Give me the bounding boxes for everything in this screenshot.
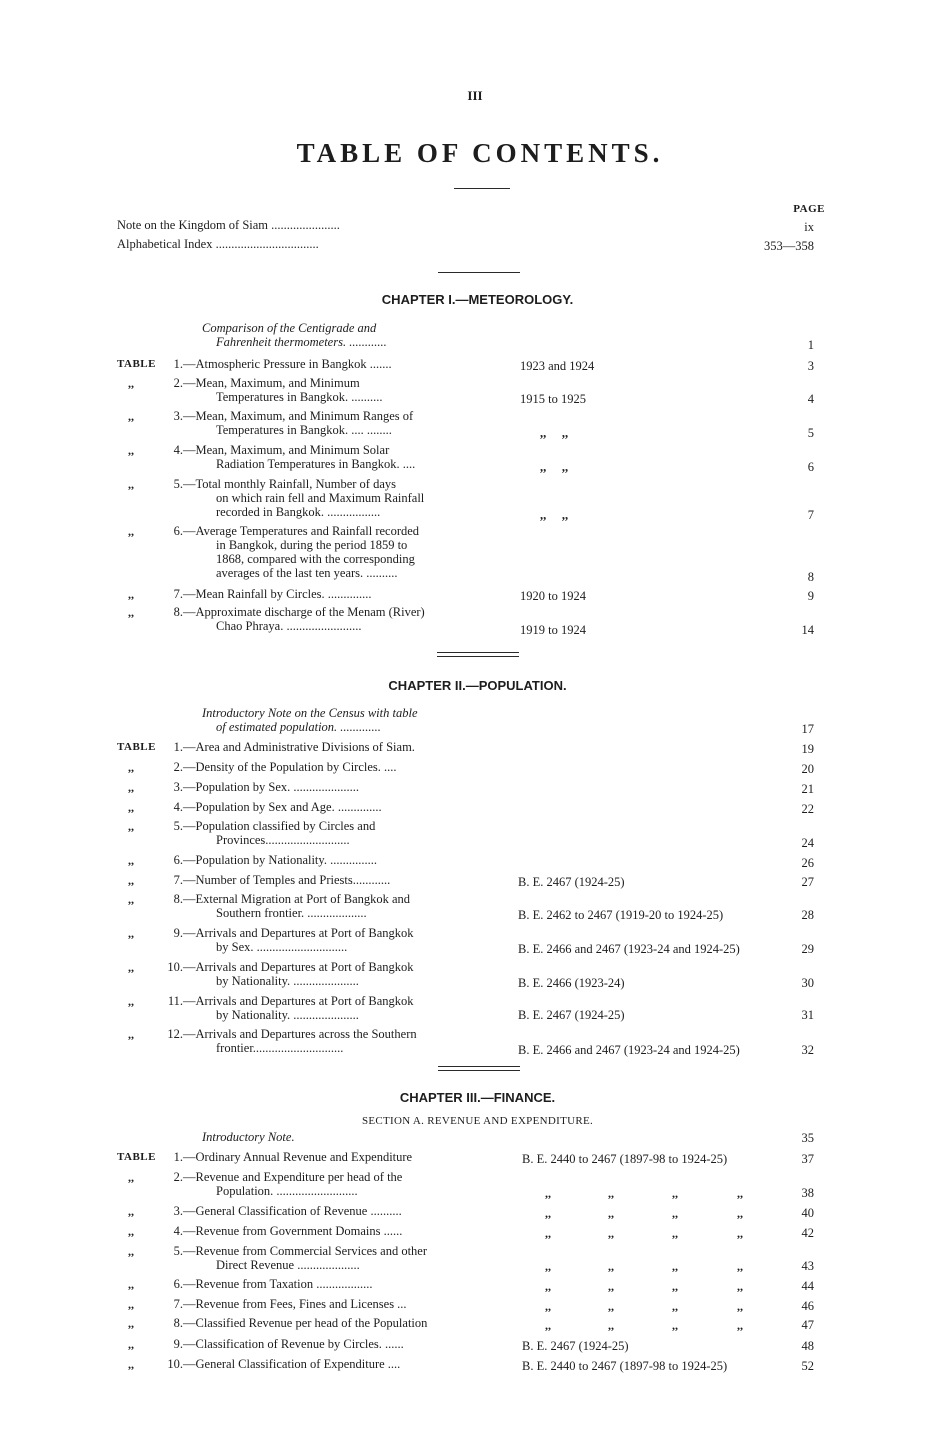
- table-title-line: frontier.............................: [216, 1041, 344, 1055]
- table-title-line: —Revenue from Commercial Services and other: [183, 1244, 428, 1258]
- table-number: 9.: [173, 1337, 183, 1351]
- table-title-line: by Nationality. .....................: [216, 1008, 359, 1022]
- table-title-line: —Revenue from Fees, Fines and Licenses ...: [183, 1297, 407, 1311]
- table-number: 1.: [173, 357, 183, 371]
- section-rule: [438, 1066, 520, 1071]
- page-title: TABLE OF CONTENTS.: [296, 138, 664, 168]
- period-text: 1915 to 1925: [520, 392, 586, 406]
- section-rule: [437, 652, 519, 657]
- ditto-mark: ,,: [545, 1318, 551, 1332]
- ditto-mark: ,,: [128, 873, 134, 887]
- period-text: ,, ,,: [540, 460, 569, 474]
- page-number: 26: [801, 856, 814, 870]
- page-number: 4: [807, 392, 814, 406]
- ditto-mark: ,,: [128, 1357, 134, 1371]
- ditto-mark: ,,: [128, 1297, 134, 1311]
- period-text: B. E. 2466 and 2467 (1923-24 and 1924-25): [518, 942, 740, 956]
- ditto-mark: ,,: [545, 1279, 551, 1293]
- page-column-heading: PAGE: [793, 203, 825, 215]
- table-number: 2.: [173, 760, 183, 774]
- table-title-line: Temperatures in Bangkok. .... ........: [216, 423, 392, 437]
- table-title-line: Direct Revenue ....................: [216, 1258, 360, 1272]
- table-title-line: —Classification of Revenue by Circles. ......: [183, 1337, 404, 1351]
- ditto-mark: ,,: [737, 1226, 743, 1240]
- ditto-mark: ,,: [128, 587, 134, 601]
- table-number: 5.: [173, 1244, 183, 1258]
- table-number: 7.: [173, 873, 183, 887]
- table-label: TABLE: [117, 358, 156, 370]
- table-title-line: —Revenue and Expenditure per head of the: [183, 1170, 403, 1184]
- table-number: 1.: [173, 1150, 183, 1164]
- ditto-mark: ,,: [128, 800, 134, 814]
- ditto-mark: ,,: [128, 376, 134, 390]
- page-number: 21: [801, 782, 814, 796]
- table-title-line: —Number of Temples and Priests............: [183, 873, 391, 887]
- page-number: 7: [807, 508, 814, 522]
- table-title-line: —General Classification of Revenue ..........: [183, 1204, 402, 1218]
- ditto-mark: ,,: [128, 1277, 134, 1291]
- period-text: B. E. 2467 (1924-25): [522, 1339, 629, 1353]
- front-matter-item: [117, 218, 340, 232]
- ditto-mark: ,,: [672, 1318, 678, 1332]
- ditto-mark: ,,: [737, 1186, 743, 1200]
- table-number: 3.: [173, 409, 183, 423]
- section-heading: SECTION A. REVENUE AND EXPENDITURE.: [361, 1115, 594, 1127]
- table-number: 4.: [173, 800, 183, 814]
- table-number: 10.: [167, 960, 183, 974]
- table-title-line: —Mean Rainfall by Circles. ..............: [183, 587, 372, 601]
- ditto-mark: ,,: [128, 1204, 134, 1218]
- chapter-heading: CHAPTER II.—POPULATION.: [388, 678, 567, 693]
- ditto-mark: ,,: [608, 1186, 614, 1200]
- page-number: 20: [801, 762, 814, 776]
- ditto-mark: ,,: [128, 1316, 134, 1330]
- table-number: 5.: [173, 819, 183, 833]
- intro-page: 35: [801, 1131, 814, 1145]
- page-number: 14: [801, 623, 814, 637]
- ditto-mark: ,,: [128, 1224, 134, 1238]
- table-number: 3.: [173, 780, 183, 794]
- page-number: 52: [801, 1359, 814, 1373]
- table-title-line: —Revenue from Government Domains ......: [183, 1224, 403, 1238]
- ditto-mark: ,,: [128, 409, 134, 423]
- ditto-mark: ,,: [128, 960, 134, 974]
- ditto-mark: ,,: [608, 1299, 614, 1313]
- table-title-line: —Approximate discharge of the Menam (River): [183, 605, 425, 619]
- ditto-mark: ,,: [128, 1337, 134, 1351]
- ditto-mark: ,,: [128, 760, 134, 774]
- ditto-mark: ,,: [545, 1206, 551, 1220]
- ditto-mark: ,,: [128, 853, 134, 867]
- table-title-line: —Arrivals and Departures across the Southern: [183, 1027, 417, 1041]
- ditto-mark: ,,: [608, 1226, 614, 1240]
- ditto-mark: ,,: [545, 1299, 551, 1313]
- ditto-mark: ,,: [128, 1170, 134, 1184]
- table-title-line: Southern frontier. ...................: [216, 906, 367, 920]
- table-title-line: —Mean, Maximum, and Minimum Ranges of: [183, 409, 414, 423]
- page-number: 42: [801, 1226, 814, 1240]
- table-title-line: by Sex. .............................: [216, 940, 348, 954]
- page-number: 27: [801, 875, 814, 889]
- page-number: 3: [807, 359, 814, 373]
- ditto-mark: ,,: [737, 1299, 743, 1313]
- front-matter-page: ix: [804, 220, 814, 234]
- ditto-mark: ,,: [672, 1206, 678, 1220]
- period-text: B. E. 2440 to 2467 (1897-98 to 1924-25): [522, 1152, 728, 1166]
- page-number: 44: [801, 1279, 814, 1293]
- page-number: 32: [801, 1043, 814, 1057]
- ditto-mark: ,,: [545, 1259, 551, 1273]
- intro-page: 17: [801, 722, 814, 736]
- ditto-mark: ,,: [672, 1226, 678, 1240]
- ditto-mark: ,,: [608, 1318, 614, 1332]
- period-text: B. E. 2466 and 2467 (1923-24 and 1924-25): [518, 1043, 740, 1057]
- ditto-mark: ,,: [737, 1279, 743, 1293]
- table-title-line: —Population classified by Circles and: [183, 819, 376, 833]
- page-number: 22: [801, 802, 814, 816]
- table-title-line: recorded in Bangkok. .................: [216, 505, 381, 519]
- intro-line: Comparison of the Centigrade and: [202, 321, 377, 335]
- intro-line: of estimated population. .............: [216, 720, 381, 734]
- page-number: 30: [801, 976, 814, 990]
- intro-line: Introductory Note on the Census with table: [202, 706, 418, 720]
- period-text: B. E. 2467 (1924-25): [518, 1008, 625, 1022]
- table-number: 1.: [173, 740, 183, 754]
- front-matter-text: Alphabetical Index .................................: [117, 237, 319, 251]
- front-matter-item: [117, 237, 319, 251]
- page-number: 46: [801, 1299, 814, 1313]
- page-number: 37: [801, 1152, 814, 1166]
- table-title-line: —External Migration at Port of Bangkok and: [183, 892, 411, 906]
- intro-page: 1: [807, 338, 814, 352]
- table-title-line: on which rain fell and Maximum Rainfall: [216, 491, 425, 505]
- ditto-mark: ,,: [737, 1206, 743, 1220]
- page-folio: III: [467, 88, 483, 103]
- table-number: 6.: [173, 853, 183, 867]
- table-number: 8.: [173, 605, 183, 619]
- table-number: 12.: [167, 1027, 183, 1041]
- table-number: 4.: [173, 443, 183, 457]
- table-title-line: —Total monthly Rainfall, Number of days: [183, 477, 396, 491]
- table-label: TABLE: [117, 1151, 156, 1163]
- page-number: 29: [801, 942, 814, 956]
- table-title-line: Temperatures in Bangkok. ..........: [216, 390, 383, 404]
- table-title-line: —Average Temperatures and Rainfall recorded: [183, 524, 420, 538]
- ditto-mark: ,,: [128, 477, 134, 491]
- page-number: 6: [807, 460, 814, 474]
- table-title-line: 1868, compared with the corresponding: [216, 552, 415, 566]
- table-title-line: —Population by Sex and Age. ..............: [183, 800, 382, 814]
- table-title-line: Population. ..........................: [216, 1184, 358, 1198]
- ditto-mark: ,,: [128, 926, 134, 940]
- page-number: 19: [801, 742, 814, 756]
- ditto-mark: ,,: [545, 1186, 551, 1200]
- table-number: 8.: [173, 892, 183, 906]
- ditto-mark: ,,: [128, 524, 134, 538]
- table-title-line: —Mean, Maximum, and Minimum: [183, 376, 360, 390]
- ditto-mark: ,,: [128, 605, 134, 619]
- table-title-line: Provinces...........................: [216, 833, 350, 847]
- table-number: 10.: [167, 1357, 183, 1371]
- ditto-mark: ,,: [128, 892, 134, 906]
- ditto-mark: ,,: [737, 1318, 743, 1332]
- table-label: TABLE: [117, 741, 156, 753]
- table-number: 11.: [167, 994, 183, 1008]
- page-number: 47: [801, 1318, 814, 1332]
- ditto-mark: ,,: [128, 1027, 134, 1041]
- table-title-line: —Ordinary Annual Revenue and Expenditure: [183, 1150, 413, 1164]
- ditto-mark: ,,: [672, 1299, 678, 1313]
- ditto-mark: ,,: [608, 1206, 614, 1220]
- period-text: ,, ,,: [540, 508, 569, 522]
- page-number: 40: [801, 1206, 814, 1220]
- table-title-line: by Nationality. .....................: [216, 974, 359, 988]
- table-title-line: —Area and Administrative Divisions of Siam.: [183, 740, 415, 754]
- table-number: 2.: [173, 376, 183, 390]
- page-number: 24: [801, 836, 814, 850]
- table-number: 7.: [173, 1297, 183, 1311]
- table-title-line: in Bangkok, during the period 1859 to: [216, 538, 408, 552]
- ditto-mark: ,,: [672, 1259, 678, 1273]
- ditto-mark: ,,: [608, 1259, 614, 1273]
- table-title-line: —Population by Sex. .....................: [183, 780, 360, 794]
- page-number: 9: [807, 589, 814, 603]
- page-number: 43: [801, 1259, 814, 1273]
- page-number: 5: [807, 426, 814, 440]
- page-number: 38: [801, 1186, 814, 1200]
- table-title-line: —Arrivals and Departures at Port of Bangkok: [183, 994, 414, 1008]
- period-text: ,, ,,: [540, 426, 569, 440]
- table-number: 2.: [173, 1170, 183, 1184]
- table-number: 3.: [173, 1204, 183, 1218]
- period-text: B. E. 2466 (1923-24): [518, 976, 625, 990]
- ditto-mark: ,,: [128, 780, 134, 794]
- ditto-mark: ,,: [737, 1259, 743, 1273]
- table-title-line: —Density of the Population by Circles. ....: [183, 760, 397, 774]
- table-title-line: Radiation Temperatures in Bangkok. ....: [216, 457, 416, 471]
- period-text: B. E. 2440 to 2467 (1897-98 to 1924-25): [522, 1359, 728, 1373]
- ditto-mark: ,,: [672, 1186, 678, 1200]
- table-number: 8.: [173, 1316, 183, 1330]
- table-title-line: —Classified Revenue per head of the Population: [183, 1316, 428, 1330]
- table-number: 9.: [173, 926, 183, 940]
- page-number: 31: [801, 1008, 814, 1022]
- intro-line: Introductory Note.: [202, 1130, 295, 1144]
- table-title-line: averages of the last ten years. ..........: [216, 566, 398, 580]
- table-title-line: Chao Phraya. ........................: [216, 619, 362, 633]
- page-number: 8: [807, 570, 814, 584]
- title-rule: [454, 188, 510, 189]
- page-number: 48: [801, 1339, 814, 1353]
- ditto-mark: ,,: [608, 1279, 614, 1293]
- table-number: 6.: [173, 524, 183, 538]
- ditto-mark: ,,: [128, 819, 134, 833]
- ditto-mark: ,,: [545, 1226, 551, 1240]
- table-title-line: —Mean, Maximum, and Minimum Solar: [183, 443, 390, 457]
- table-title-line: —General Classification of Expenditure ....: [183, 1357, 401, 1371]
- chapter-heading: CHAPTER III.—FINANCE.: [399, 1090, 556, 1105]
- ditto-mark: ,,: [128, 994, 134, 1008]
- table-title-line: —Atmospheric Pressure in Bangkok .......: [183, 357, 392, 371]
- front-matter-page: 353—358: [764, 239, 814, 253]
- table-number: 6.: [173, 1277, 183, 1291]
- front-matter-text: Note on the Kingdom of Siam ......................: [117, 218, 340, 232]
- table-title-line: —Revenue from Taxation ..................: [183, 1277, 373, 1291]
- ditto-mark: ,,: [128, 443, 134, 457]
- table-title-line: —Arrivals and Departures at Port of Bangkok: [183, 926, 414, 940]
- intro-line: Fahrenheit thermometers. ............: [216, 335, 387, 349]
- period-text: B. E. 2462 to 2467 (1919-20 to 1924-25): [518, 908, 724, 922]
- ditto-mark: ,,: [128, 1244, 134, 1258]
- page-number: 28: [801, 908, 814, 922]
- table-number: 5.: [173, 477, 183, 491]
- table-number: 7.: [173, 587, 183, 601]
- table-number: 4.: [173, 1224, 183, 1238]
- period-text: 1919 to 1924: [520, 623, 586, 637]
- table-title-line: —Population by Nationality. ...............: [183, 853, 377, 867]
- period-text: 1923 and 1924: [520, 359, 595, 373]
- period-text: 1920 to 1924: [520, 589, 586, 603]
- ditto-mark: ,,: [672, 1279, 678, 1293]
- chapter-heading: CHAPTER I.—METEOROLOGY.: [381, 292, 574, 307]
- period-text: B. E. 2467 (1924-25): [518, 875, 625, 889]
- section-rule: [438, 272, 520, 273]
- table-title-line: —Arrivals and Departures at Port of Bangkok: [183, 960, 414, 974]
